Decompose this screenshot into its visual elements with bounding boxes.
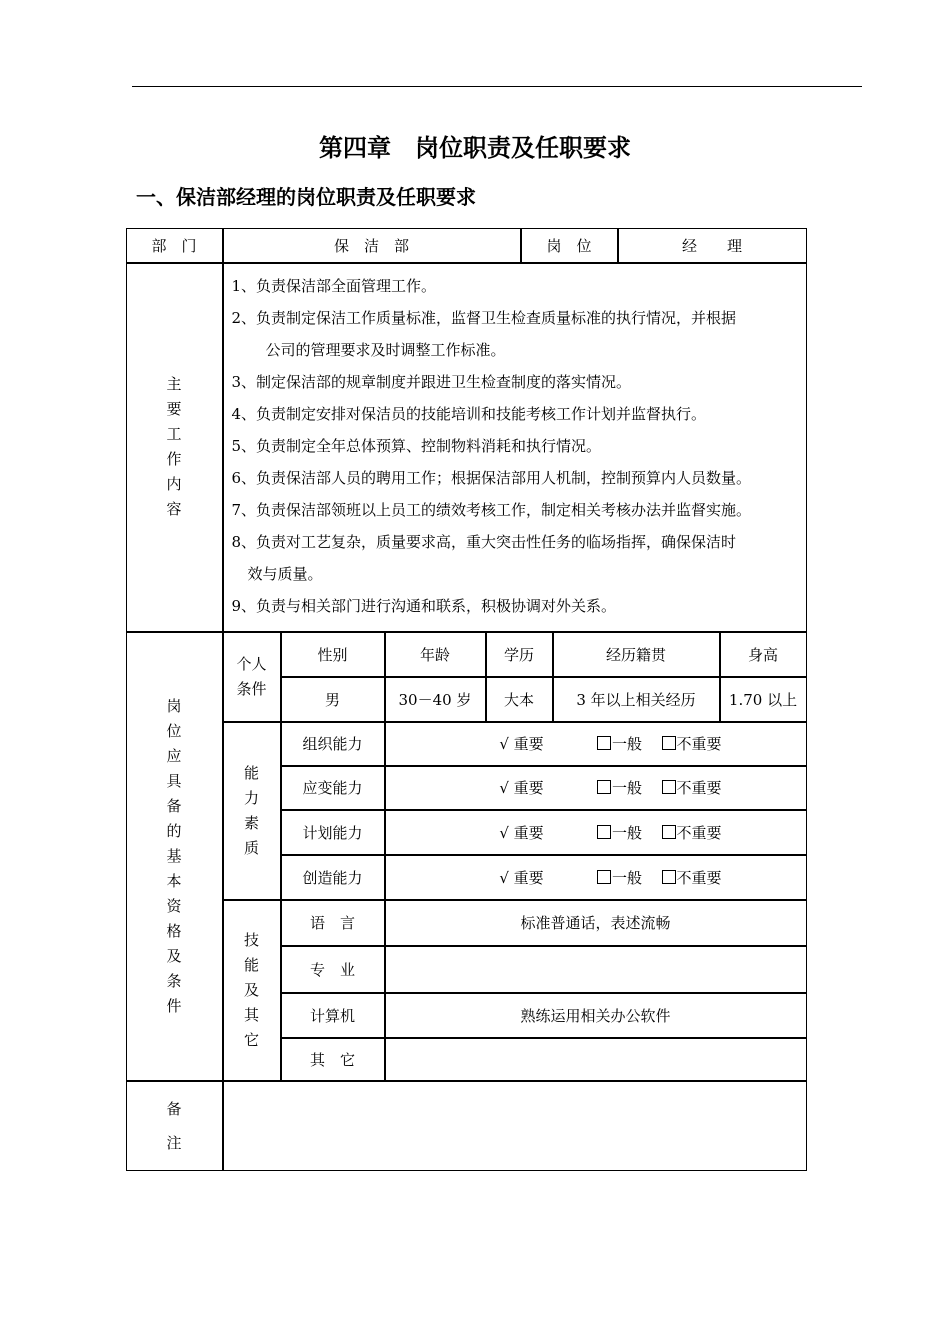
option-important: √ 重要 [499, 868, 544, 887]
option-unimportant-label: 不重要 [676, 735, 722, 753]
duties-label-char: 工 [166, 425, 182, 443]
qualifications-label-char: 条 [166, 971, 182, 990]
ability-name: 应变能力 [281, 766, 385, 810]
skills-label-char: 其 [243, 1005, 259, 1024]
remarks-label [126, 1081, 223, 1171]
skill-name: 计算机 [281, 993, 385, 1038]
header-gender: 性别 [281, 632, 385, 677]
duties-label-char: 内 [166, 475, 182, 493]
qualifications-label-char: 及 [166, 946, 182, 965]
ability-name: 创造能力 [281, 855, 385, 900]
duty-item [232, 494, 752, 526]
duty-continuation: 公司的管理要求及时调整工作标准。 [265, 340, 506, 359]
option-general-label: 一般 [611, 735, 642, 753]
duty-text: 4、负责制定安排对保洁员的技能培训和技能考核工作计划并监督执行。 [231, 404, 707, 423]
qualifications-label-char: 基 [166, 846, 182, 865]
option-general [578, 867, 662, 888]
header-education: 学历 [486, 632, 553, 677]
duty-text: 7、负责保洁部领班以上员工的绩效考核工作，制定相关考核办法并监督实施。 [231, 500, 752, 519]
ability-name: 组织能力 [281, 722, 385, 766]
post-label: 岗 位 [521, 228, 618, 263]
duty-text: 2、负责制定保洁工作质量标准，监督卫生检查质量标准的执行情况，并根据 [231, 308, 737, 327]
duties-label-char: 作 [166, 450, 182, 468]
duty-item [232, 462, 752, 494]
qualifications-label-char: 资 [166, 896, 182, 915]
skill-value [385, 946, 807, 993]
remarks-value [223, 1081, 807, 1171]
qualifications-label-char: 格 [166, 921, 182, 940]
option-unimportant [662, 822, 722, 843]
skill-value: 标准普通话，表述流畅 [385, 900, 807, 946]
qualifications-label-char: 的 [166, 821, 182, 840]
checkbox-icon [662, 870, 676, 884]
skill-value: 熟练运用相关办公软件 [385, 993, 807, 1038]
qualifications-label-char: 件 [166, 996, 182, 1015]
option-general [578, 777, 662, 798]
duty-continuation: 效与质量。 [247, 564, 323, 583]
ability-label [223, 722, 281, 900]
qualifications-label-char: 岗 [166, 696, 182, 715]
option-general-label: 一般 [611, 823, 642, 842]
personal-label-line: 条件 [236, 679, 267, 698]
dept-value: 保 洁 部 [223, 228, 521, 263]
checkbox-icon [597, 825, 611, 839]
duties-list-cell [223, 263, 807, 632]
value-education: 大本 [486, 677, 553, 722]
skills-label [223, 900, 281, 1081]
job-description-table [126, 228, 807, 1171]
duties-label-char: 主 [166, 375, 182, 393]
option-unimportant [662, 867, 722, 888]
skills-label-char: 能 [243, 955, 259, 974]
duty-item [232, 590, 752, 622]
checkbox-icon [662, 780, 676, 794]
qualifications-label [126, 632, 223, 1081]
duty-text: 5、负责制定全年总体预算、控制物料消耗和执行情况。 [231, 436, 602, 455]
duty-text: 9、负责与相关部门进行沟通和联系，积极协调对外关系。 [231, 596, 617, 615]
option-general-label: 一般 [611, 779, 642, 797]
checkbox-icon [597, 870, 611, 884]
header-rule [132, 86, 862, 87]
qualifications-label-char: 应 [166, 746, 182, 765]
value-experience: 3 年以上相关经历 [553, 677, 720, 722]
ability-label-char: 力 [243, 788, 259, 807]
personal-label-line: 个人 [236, 654, 267, 673]
chapter-title: 第四章 岗位职责及任职要求 [319, 134, 631, 162]
option-unimportant [662, 733, 722, 754]
ability-options [385, 722, 807, 766]
ability-name: 计划能力 [281, 810, 385, 855]
duty-item [232, 366, 752, 398]
qualifications-label-char: 位 [166, 721, 182, 740]
header-age: 年龄 [385, 632, 486, 677]
option-important: √ 重要 [499, 823, 544, 842]
ability-label-char: 能 [243, 763, 259, 782]
skill-name: 其 它 [281, 1038, 385, 1081]
header-experience: 经历籍贯 [553, 632, 720, 677]
ability-label-char: 素 [243, 813, 259, 832]
dept-label: 部 门 [126, 228, 223, 263]
option-general [578, 822, 662, 843]
duties-label-char: 容 [166, 500, 182, 518]
skill-name: 专 业 [281, 946, 385, 993]
ability-options [385, 855, 807, 900]
post-value: 经 理 [618, 228, 807, 263]
duties-label-char: 要 [166, 400, 182, 418]
ability-label-char: 质 [243, 838, 259, 857]
duty-text: 6、负责保洁部人员的聘用工作；根据保洁部用人机制，控制预算内人员数量。 [231, 468, 752, 487]
qualifications-label-char: 本 [166, 871, 182, 890]
option-unimportant-label: 不重要 [676, 823, 722, 842]
qualifications-label-char: 备 [166, 796, 182, 815]
option-general [578, 733, 662, 754]
remarks-label-char: 注 [166, 1133, 182, 1152]
value-gender: 男 [281, 677, 385, 722]
skills-label-char: 技 [243, 930, 259, 949]
value-height: 1.70 以上 [720, 677, 807, 722]
duty-item [232, 270, 752, 302]
section-title: 一、保洁部经理的岗位职责及任职要求 [136, 185, 476, 209]
option-unimportant-label: 不重要 [676, 779, 722, 797]
remarks-label-char: 备 [166, 1099, 182, 1118]
personal-label [223, 632, 281, 722]
option-general-label: 一般 [611, 868, 642, 887]
qualifications-label-char: 具 [166, 771, 182, 790]
header-height: 身高 [720, 632, 807, 677]
skill-value [385, 1038, 807, 1081]
duty-item [232, 526, 752, 590]
skill-name: 语 言 [281, 900, 385, 946]
checkbox-icon [662, 736, 676, 750]
duty-item [232, 398, 752, 430]
option-unimportant-label: 不重要 [676, 868, 722, 887]
option-unimportant [662, 777, 722, 798]
ability-options [385, 766, 807, 810]
skills-label-char: 它 [243, 1030, 259, 1049]
option-important: √ 重要 [499, 735, 544, 753]
duties-label [126, 263, 223, 632]
duty-item [232, 302, 752, 366]
skills-label-char: 及 [243, 980, 259, 999]
duty-text: 3、制定保洁部的规章制度并跟进卫生检查制度的落实情况。 [231, 372, 632, 391]
checkbox-icon [662, 825, 676, 839]
value-age: 30－40 岁 [385, 677, 486, 722]
duties-list [232, 270, 752, 622]
ability-options [385, 810, 807, 855]
duty-text: 8、负责对工艺复杂，质量要求高，重大突击性任务的临场指挥，确保保洁时 [231, 532, 737, 551]
checkbox-icon [597, 780, 611, 794]
checkbox-icon [597, 736, 611, 750]
option-important: √ 重要 [499, 779, 544, 797]
duty-text: 1、负责保洁部全面管理工作。 [231, 276, 437, 295]
duty-item [232, 430, 752, 462]
